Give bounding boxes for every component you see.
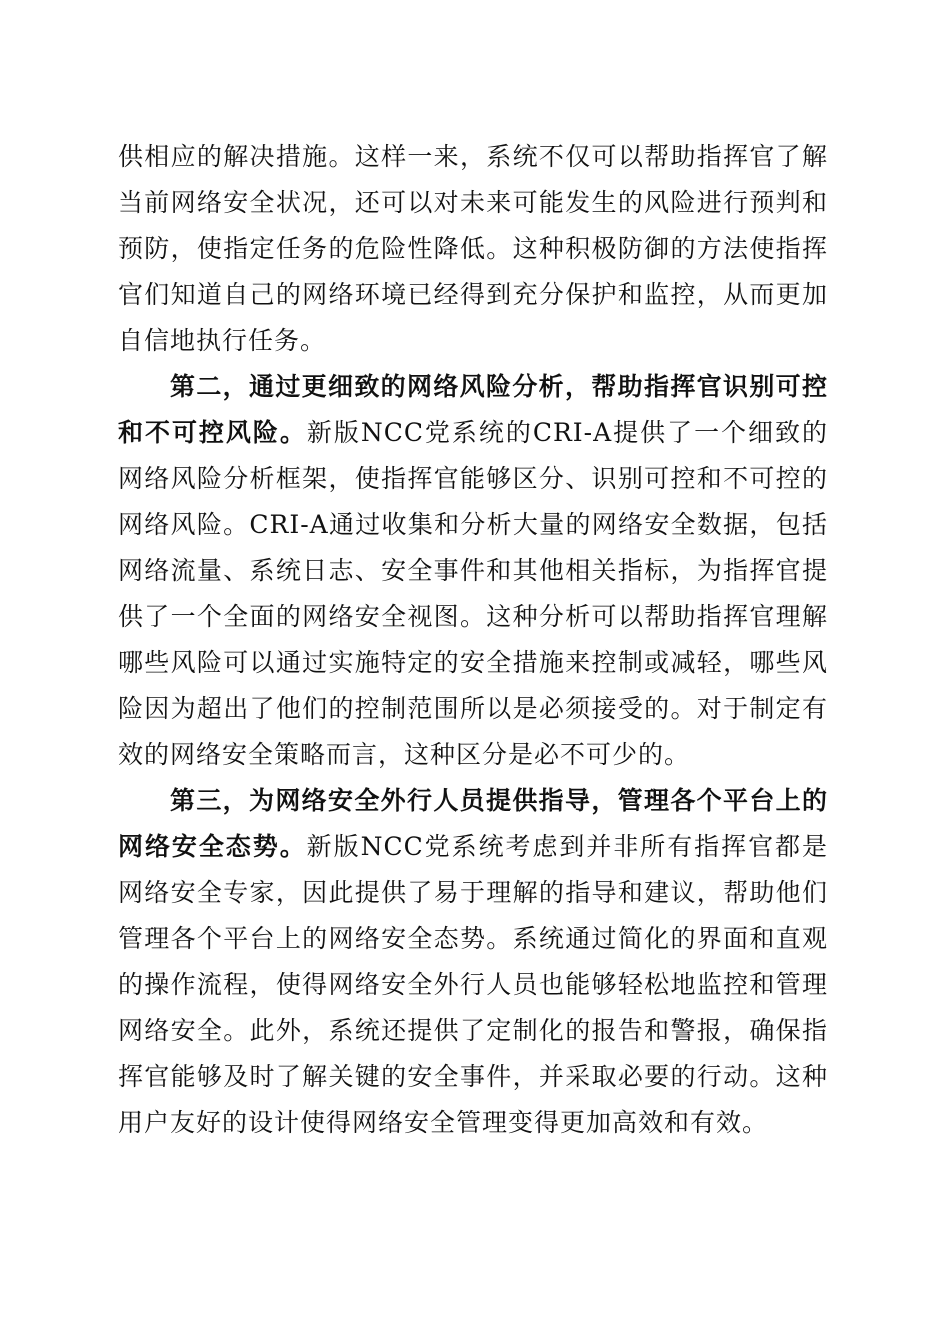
paragraph-text: 新版NCC党系统的CRI-A提供了一个细致的网络风险分析框架，使指挥官能够区分、识别可控和不可控的网络风险。CRI-A通过收集和分析大量的网络安全数据，包括网络流量、系统日志、安全事件和其他相关指标，为指挥官提供了一个全面的网络安全视图。这种分析可以帮助指挥官理解哪些风险可以通过实施特定的安全措施来控制或减轻，哪些风险因为超出了他们的控制范围所以是必须接受的。对于制定有效的网络安全策略而言，这种区分是必不可少的。 bbox=[118, 418, 828, 769]
paragraph-text: 新版NCC党系统考虑到并非所有指挥官都是网络安全专家，因此提供了易于理解的指导和建议，帮助他们管理各个平台上的网络安全态势。系统通过简化的界面和直观的操作流程，使得网络安全外行人员也能够轻松地监控和管理网络安全。此外，系统还提供了定制化的报告和警报，确保指挥官能够及时了解关键的安全事件，并采取必要的行动。这种用户友好的设计使得网络安全管理变得更加高效和有效。 bbox=[118, 832, 828, 1137]
document-body bbox=[118, 134, 828, 1146]
paragraph-lead-sentence: 第三，为网络安全外行人员提供指导，管理各个平台上的网络安全态势。 bbox=[118, 786, 828, 861]
paragraph-lead-sentence: 第二，通过更细致的网络风险分析，帮助指挥官识别可控和不可控风险。 bbox=[118, 372, 828, 447]
paragraph-continuation bbox=[118, 134, 828, 364]
paragraph-third-point bbox=[118, 778, 828, 1146]
paragraph-second-point bbox=[118, 364, 828, 778]
paragraph-text: 供相应的解决措施。这样一来，系统不仅可以帮助指挥官了解当前网络安全状况，还可以对未来可能发生的风险进行预判和预防，使指定任务的危险性降低。这种积极防御的方法使指挥官们知道自己的网络环境已经得到充分保护和监控，从而更加自信地执行任务。 bbox=[118, 142, 828, 355]
